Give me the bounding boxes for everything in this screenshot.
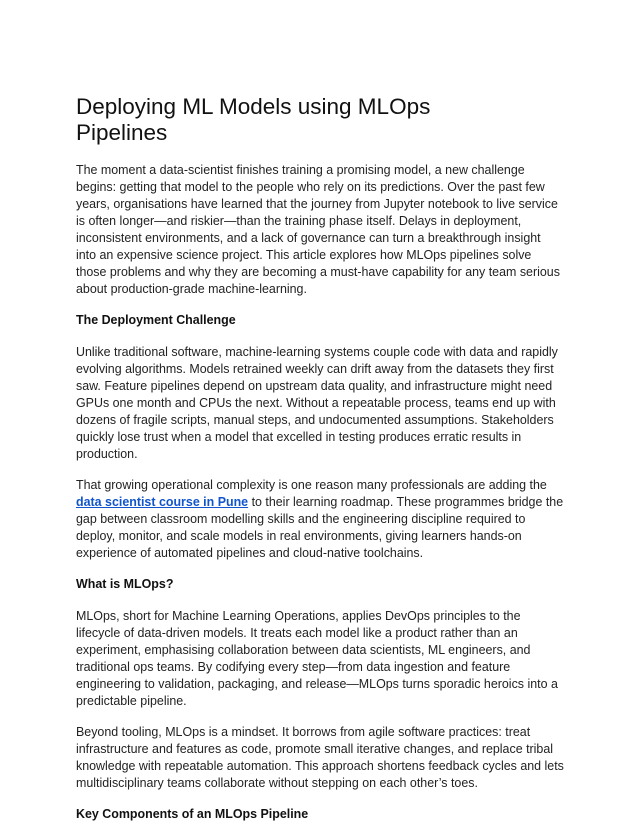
title-line-1: Deploying ML Models using MLOps [76,94,431,119]
document-page [76,94,564,838]
mlops-mindset-paragraph: Beyond tooling, MLOps is a mindset. It borrows from agile software practices: treat infrastructure and features as code, promote small iterative changes, and replace tribal knowledge with repeatable automation. This approach shortens feedback cycles and lets multidisciplinary teams collaborate without stepping on each other’s toes. [76,725,564,790]
deployment-challenge-paragraph: Unlike traditional software, machine-learning systems couple code with data and rapidly evolving algorithms. Models retrained weekly can drift away from the datasets they first saw. Feature pipelines depend on upstream data quality, and infrastructure might need GPUs one month and CPUs the next. Without a repeatable process, teams end up with dozens of fragile scripts, manual steps, and undocumented assumptions. Stakeholders quickly lose trust when a model that excelled in testing produces erratic results in production. [76,345,558,461]
section-heading-what-is-mlops: What is MLOps? [76,577,174,591]
what-is-mlops-paragraph: MLOps, short for Machine Learning Operations, applies DevOps principles to the lifecycle of data-driven models. It treats each model like a product rather than an experiment, emphasising collaboration between data scientists, ML engineers, and traditional ops teams. By codifying every step—from data ingestion and feature engineering to validation, packaging, and release—MLOps turns sporadic heroics into a predictable pipeline. [76,609,558,708]
section-heading-key-components: Key Components of an MLOps Pipeline [76,807,309,821]
section-heading-deployment-challenge: The Deployment Challenge [76,313,236,327]
title-line-2: Pipelines [76,120,168,145]
data-scientist-course-link[interactable]: data scientist course in Pune [76,495,249,509]
course-paragraph [76,477,564,562]
document-title [76,94,564,146]
intro-paragraph: The moment a data-scientist finishes training a promising model, a new challenge begins: getting that model to the people who rely on its predictions. Over the past few years, organisations have learned that the journey from Jupyter notebook to live service is often longer—and riskier—than the training phase itself. Delays in deployment, inconsistent environments, and a lack of governance can turn a breakthrough insight into an expensive science project. This article explores how MLOps pipelines solve those problems and why they are becoming a must-have capability for any team serious about production-grade machine-learning. [76,163,560,296]
course-paragraph-after: to their learning roadmap. These programmes bridge the gap between classroom modelling skills and the engineering discipline required to deploy, monitor, and scale models in real environments, giving learners hands-on experience of automated pipelines and cloud-native toolchains. [76,495,564,560]
course-paragraph-before: That growing operational complexity is one reason many professionals are adding the [76,478,547,492]
